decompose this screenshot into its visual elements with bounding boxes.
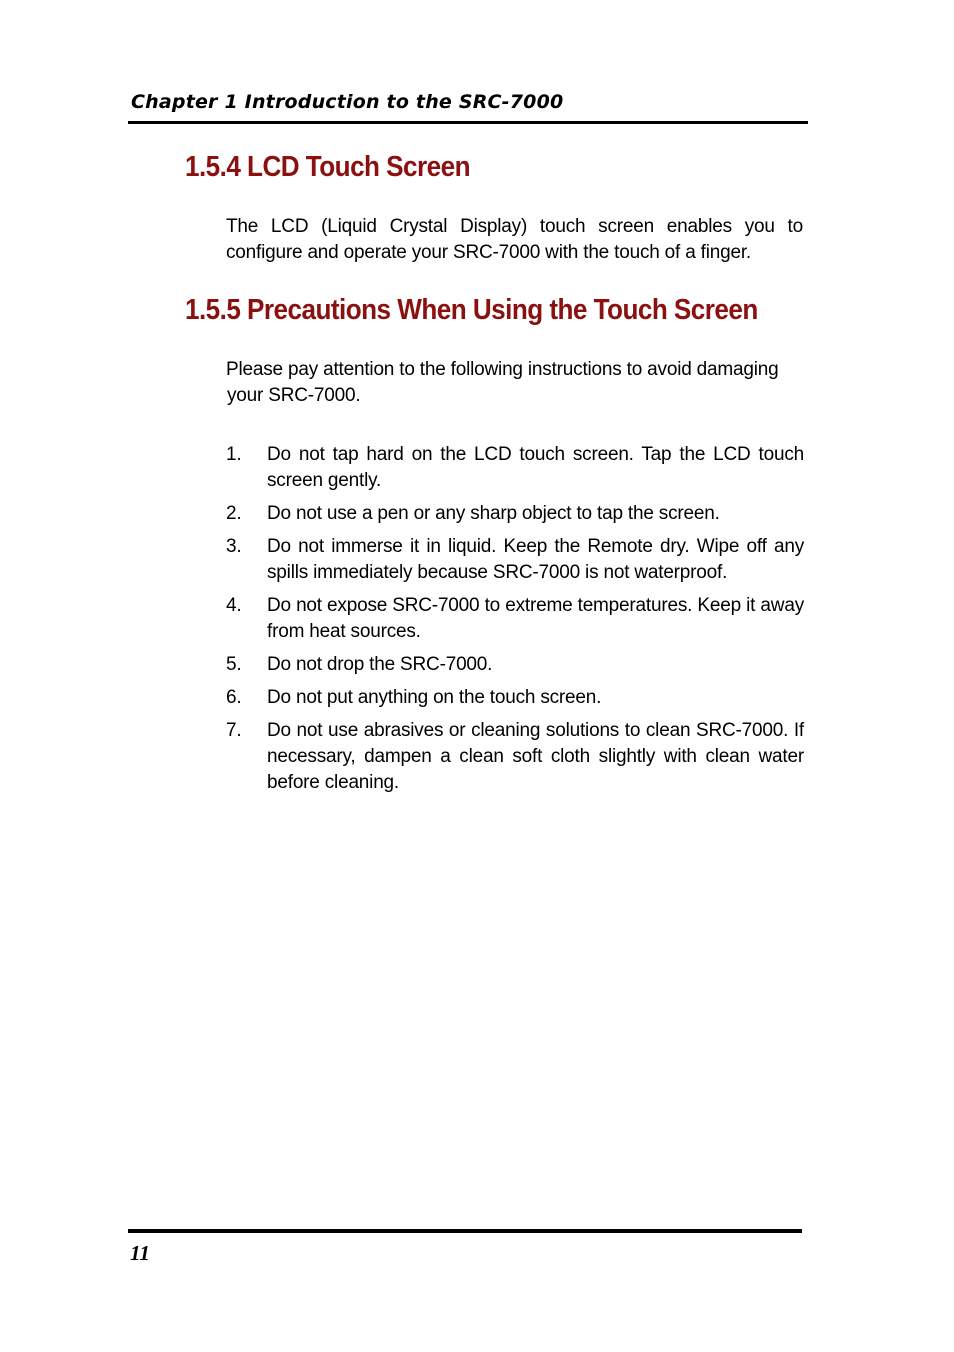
list-item xyxy=(226,534,804,586)
list-item xyxy=(226,685,804,711)
list-item-number: 6. xyxy=(226,687,242,708)
list-item xyxy=(226,718,804,796)
list-item xyxy=(226,593,804,645)
list-item-number: 7. xyxy=(226,720,242,741)
page-footer xyxy=(128,1229,802,1265)
list-item-text: Do not drop the SRC-7000. xyxy=(267,654,493,675)
precautions-intro-line1: Please pay attention to the following instructions to avoid damaging xyxy=(226,359,779,380)
list-item-text: Do not expose SRC-7000 to extreme temperatures. Keep it away from heat sources. xyxy=(267,595,804,642)
precautions-intro-line2: your SRC-7000. xyxy=(227,385,361,406)
section-heading-lcd-touch-screen: 1.5.4 LCD Touch Screen xyxy=(185,151,470,183)
list-item-text: Do not put anything on the touch screen. xyxy=(267,687,602,708)
list-item-number: 5. xyxy=(226,654,242,675)
list-item-number: 3. xyxy=(226,536,242,557)
page-number: 11 xyxy=(130,1241,150,1265)
page-header xyxy=(128,88,808,124)
list-item-number: 1. xyxy=(226,444,242,465)
list-item-number: 4. xyxy=(226,595,242,616)
precautions-intro xyxy=(226,357,796,409)
list-item-text: Do not tap hard on the LCD touch screen. Tap the LCD touch screen gently. xyxy=(267,444,804,491)
list-item-text: Do not use abrasives or cleaning solutions to clean SRC-7000. If necessary, dampen a clean soft cloth slightly with clean water before cleaning. xyxy=(267,720,804,793)
section-heading-precautions: 1.5.5 Precautions When Using the Touch Screen xyxy=(185,294,758,326)
list-item xyxy=(226,501,804,527)
list-item xyxy=(226,442,804,494)
precautions-list xyxy=(226,442,804,803)
list-item-text: Do not use a pen or any sharp object to tap the screen. xyxy=(267,503,720,524)
list-item-number: 2. xyxy=(226,503,242,524)
chapter-title: Chapter 1 Introduction to the SRC-7000 xyxy=(131,91,564,113)
list-item xyxy=(226,652,804,678)
section-body-lcd-touch-screen: The LCD (Liquid Crystal Display) touch screen enables you to configure and operate your SRC-7000 with the touch of a finger. xyxy=(226,216,803,263)
list-item-text: Do not immerse it in liquid. Keep the Remote dry. Wipe off any spills immediately because SRC-7000 is not waterproof. xyxy=(267,536,804,583)
